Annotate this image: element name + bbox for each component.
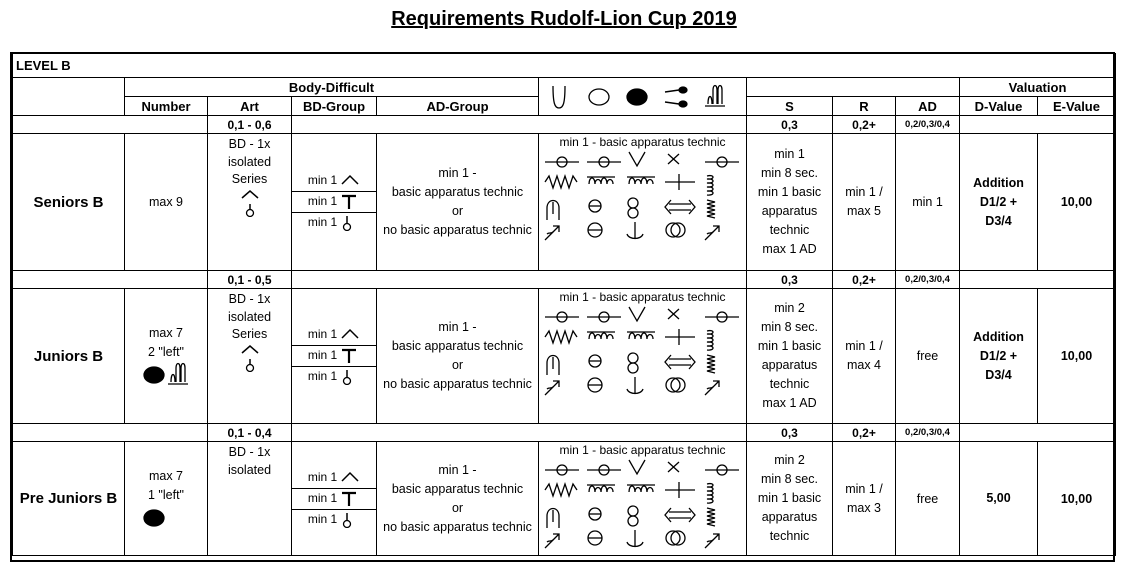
balance-icon: [344, 216, 351, 231]
text-line: min 8 sec.: [761, 166, 818, 180]
balance-icon: [344, 513, 351, 528]
double-arrow-icon: [665, 355, 695, 369]
ad-range: 0,2/0,3/0,4: [896, 116, 960, 134]
apparatus-cell: [539, 289, 747, 424]
turn-icon: [342, 196, 356, 209]
bd-group-list: [292, 468, 376, 530]
category-name: Seniors B: [13, 134, 125, 271]
d-value-cell: [960, 289, 1038, 424]
turn-icon-wrap: [341, 194, 359, 210]
category-row: [13, 134, 1116, 271]
s-cell: [747, 134, 833, 271]
bridge-icon: [547, 201, 559, 221]
circle-icon: [589, 200, 601, 212]
eight-icon: [628, 198, 638, 218]
ball-icon: [144, 367, 164, 383]
loops-icon: [627, 485, 655, 492]
text-line: 2 "left": [148, 345, 184, 359]
arrow-curve-icon: [705, 381, 719, 395]
bd-group-list: [292, 171, 376, 233]
blank-header-cell: [13, 78, 125, 116]
bd-group-item: [292, 325, 376, 346]
text-line: BD - 1x: [228, 292, 271, 306]
arrow-curve-icon: [545, 534, 559, 548]
range-blank: [13, 116, 208, 134]
bd-group-item: [292, 213, 376, 234]
text-line: max 5: [846, 204, 882, 218]
ad-group-cell: [377, 289, 539, 424]
loops-icon: [587, 332, 615, 339]
apparatus-symbol-grid: [543, 150, 743, 246]
valuation-header: Valuation: [960, 78, 1116, 97]
bd-group-cell: [292, 134, 377, 271]
line-circle-icon: [587, 465, 621, 475]
bridge-icon: [547, 509, 559, 529]
ad-header: AD: [896, 97, 960, 116]
double-circle-icon: [666, 223, 685, 237]
apparatus-title: min 1 - basic apparatus technic: [559, 443, 726, 457]
s-cell: [747, 442, 833, 556]
jump-balance-icon: [242, 191, 258, 217]
bd-group-label: min 1: [307, 194, 338, 209]
text-line: technic: [769, 529, 810, 543]
text-line: min 1 -: [438, 166, 477, 180]
category-name: Juniors B: [13, 289, 125, 424]
e-value-cell: 10,00: [1038, 289, 1116, 424]
wave-icon: [545, 331, 577, 343]
text-line: D3/4: [985, 367, 1012, 382]
r-cell: [833, 134, 896, 271]
jump-icon: [342, 330, 358, 338]
category-name: Pre Juniors B: [13, 442, 125, 556]
s-header: S: [747, 97, 833, 116]
turn-icon: [342, 350, 356, 363]
ad-range: 0,2/0,3/0,4: [896, 424, 960, 442]
bd-group-label: min 1: [307, 215, 338, 230]
double-arrow-icon: [665, 200, 695, 214]
bd-group-item: [292, 367, 376, 388]
plus-icon: [665, 482, 695, 498]
text-line: min 1: [774, 147, 805, 161]
r-cell: [833, 442, 896, 556]
apparatus-symbol-grid: [543, 305, 743, 401]
turn-icon: [342, 493, 356, 506]
jump-icon-wrap: [341, 173, 359, 189]
text-line: max 9: [148, 194, 184, 209]
bd-group-label: min 1: [307, 173, 338, 188]
range-row: [13, 424, 1116, 442]
number-apparatus-icons: [142, 505, 190, 531]
text-line: min 1 basic: [757, 491, 822, 505]
d-value-header: D-Value: [960, 97, 1038, 116]
range-blank: [960, 424, 1116, 442]
ad-cell: free: [896, 289, 960, 424]
ad-group-cell: [377, 442, 539, 556]
range-blank: [13, 424, 208, 442]
bd-group-item: [292, 488, 376, 509]
text-line: apparatus: [761, 204, 818, 218]
range-blank: [292, 424, 747, 442]
bd-group-list: [292, 325, 376, 387]
text-line: D1/2 +: [979, 348, 1018, 363]
coil-icon: [707, 200, 715, 218]
text-line: Addition: [973, 329, 1024, 344]
loops-icon: [587, 177, 615, 184]
text-line: BD - 1x: [228, 445, 271, 459]
eight-icon: [628, 353, 638, 373]
text-line: max 7: [148, 326, 184, 340]
ball-icon: [144, 510, 164, 526]
text-line: min 1 basic: [757, 185, 822, 199]
text-line: min 8 sec.: [761, 320, 818, 334]
text-line: isolated: [227, 309, 272, 324]
apparatus-cell: [539, 134, 747, 271]
range-row: [13, 116, 1116, 134]
bd-group-item: [292, 171, 376, 192]
arrow-curve-icon: [545, 381, 559, 395]
text-line: min 1 -: [438, 462, 477, 477]
bd-group-cell: [292, 289, 377, 424]
text-line: apparatus: [761, 510, 818, 524]
bd-group-item: [292, 468, 376, 489]
r-cell: [833, 289, 896, 424]
plus-icon: [665, 329, 695, 345]
art-cell: [208, 134, 292, 271]
balance-icon-wrap: [341, 512, 359, 528]
double-arrow-icon: [665, 508, 695, 522]
document-title: Requirements Rudolf-Lion Cup 2019: [391, 8, 737, 30]
bd-group-item: [292, 192, 376, 213]
theta-icon: [588, 223, 602, 237]
level-label: LEVEL B: [13, 54, 1116, 78]
jump-balance-icon: [242, 346, 258, 372]
bd-group-cell: [292, 442, 377, 556]
coil-icon: [707, 355, 715, 373]
ball-icon: [627, 89, 647, 105]
apparatus-title: min 1 - basic apparatus technic: [559, 135, 726, 149]
text-line: Series: [231, 172, 268, 186]
bd-group-header: BD-Group: [292, 97, 377, 116]
line-circle-icon: [705, 312, 739, 322]
number-cell: [125, 289, 208, 424]
art-header: Art: [208, 97, 292, 116]
theta-icon: [588, 378, 602, 392]
text-line: 5,00: [986, 491, 1011, 505]
jump-icon: [342, 473, 358, 481]
anchor-icon: [627, 222, 643, 239]
text-line: D1/2 +: [979, 194, 1018, 209]
text-line: or: [451, 204, 464, 218]
theta-icon: [588, 531, 602, 545]
balance-icon-wrap: [341, 369, 359, 385]
text-line: BD - 1x: [228, 137, 271, 151]
eight-icon: [628, 506, 638, 526]
r-range: 0,2+: [833, 424, 896, 442]
number-apparatus-icons: [142, 362, 190, 388]
bd-group-label: min 1: [307, 490, 338, 505]
clubs-icon: [665, 87, 687, 107]
text-line: basic apparatus technic: [391, 481, 524, 496]
balance-icon-wrap: [341, 215, 359, 231]
range-blank: [960, 271, 1116, 289]
text-line: technic: [769, 377, 810, 391]
text-line: basic apparatus technic: [391, 185, 524, 199]
s-range: 0,3: [747, 424, 833, 442]
bd-group-label: min 1: [307, 469, 338, 484]
range-blank: [292, 116, 747, 134]
ribbon-icon: [705, 85, 725, 106]
text-line: max 7: [148, 468, 184, 483]
r-range: 0,2+: [833, 271, 896, 289]
bridge-icon: [547, 356, 559, 376]
ad-group-header: AD-Group: [377, 97, 539, 116]
text-line: min 1 /: [845, 339, 883, 353]
text-line: max 4: [846, 358, 882, 372]
text-line: 1 "left": [148, 487, 184, 502]
range-row: [13, 271, 1116, 289]
apparatus-icons-header: [539, 78, 747, 116]
line-circle-icon: [587, 312, 621, 322]
text-line: apparatus: [761, 358, 818, 372]
text-line: D3/4: [985, 213, 1012, 228]
anchor-icon: [627, 530, 643, 547]
range-blank: [292, 271, 747, 289]
number-cell: [125, 442, 208, 556]
cross-icon: [668, 309, 679, 319]
text-line: max 1 AD: [762, 242, 817, 256]
jump-balance-icon-wrap: [240, 189, 260, 217]
ad-cell: free: [896, 442, 960, 556]
text-line: no basic apparatus technic: [383, 377, 532, 391]
line-circle-icon: [705, 157, 739, 167]
ribbon-icon: [168, 364, 188, 385]
double-circle-icon: [666, 378, 685, 392]
s-range: 0,3: [747, 116, 833, 134]
arrow-curve-icon: [705, 534, 719, 548]
text-line: min 2: [774, 453, 805, 467]
text-line: isolated: [227, 462, 272, 477]
bd-group-label: min 1: [307, 511, 338, 526]
e-value-header: E-Value: [1038, 97, 1116, 116]
line-circle-icon: [545, 157, 579, 167]
hoop-rope-icon: [553, 86, 565, 108]
bd-group-label: min 1: [307, 327, 338, 342]
r-header: R: [833, 97, 896, 116]
text-line: Addition: [973, 175, 1024, 190]
number-header: Number: [125, 97, 208, 116]
coil-icon: [707, 508, 715, 526]
arrow-curve-icon: [545, 226, 559, 240]
jump-balance-icon-wrap: [240, 344, 260, 372]
vee-icon: [629, 307, 645, 321]
e-value-cell: 10,00: [1038, 442, 1116, 556]
ad-group-cell: [377, 134, 539, 271]
jump-icon: [342, 176, 358, 184]
text-line: technic: [769, 223, 810, 237]
jump-icon-wrap: [341, 470, 359, 486]
plus-icon: [665, 174, 695, 190]
loops-icon: [587, 485, 615, 492]
text-line: max 1 AD: [762, 396, 817, 410]
wave-icon: [545, 176, 577, 188]
balance-icon: [344, 370, 351, 385]
apparatus-title: min 1 - basic apparatus technic: [559, 290, 726, 304]
d-value-cell: [960, 442, 1038, 556]
range-blank: [960, 116, 1116, 134]
apparatus-icons: [543, 80, 743, 114]
line-circle-icon: [545, 465, 579, 475]
vee-icon: [629, 152, 645, 166]
requirements-table: [12, 53, 1116, 556]
double-circle-icon: [666, 531, 685, 545]
e-value-cell: 10,00: [1038, 134, 1116, 271]
cross-icon: [668, 462, 679, 472]
spiral-stack-icon: [707, 484, 713, 504]
category-row: [13, 289, 1116, 424]
loops-icon: [627, 177, 655, 184]
text-line: no basic apparatus technic: [383, 223, 532, 237]
anchor-icon: [627, 377, 643, 394]
range-blank: [13, 271, 208, 289]
bd-group-item: [292, 346, 376, 367]
text-line: min 8 sec.: [761, 472, 818, 486]
wave-icon: [545, 484, 577, 496]
line-circle-icon: [545, 312, 579, 322]
bd-group-label: min 1: [307, 348, 338, 363]
text-line: min 1 /: [845, 185, 883, 199]
text-line: min 2: [774, 301, 805, 315]
body-difficult-header: Body-Difficult: [125, 78, 539, 97]
text-line: Series: [231, 327, 268, 341]
range-value: 0,1 - 0,5: [208, 271, 292, 289]
cross-icon: [668, 154, 679, 164]
circle-icon: [589, 508, 601, 520]
bd-group-item: [292, 509, 376, 530]
s-range: 0,3: [747, 271, 833, 289]
blank-sr-header: [747, 78, 960, 97]
vee-icon: [629, 460, 645, 474]
apparatus-symbol-grid: [543, 458, 743, 554]
loops-icon: [627, 332, 655, 339]
d-value-cell: [960, 134, 1038, 271]
ad-range: 0,2/0,3/0,4: [896, 271, 960, 289]
hoop-icon: [589, 89, 609, 105]
line-circle-icon: [587, 157, 621, 167]
number-cell: [125, 134, 208, 271]
category-row: [13, 442, 1116, 556]
art-cell: [208, 442, 292, 556]
line-circle-icon: [705, 465, 739, 475]
apparatus-cell: [539, 442, 747, 556]
ad-cell: min 1: [896, 134, 960, 271]
circle-icon: [589, 355, 601, 367]
text-line: or: [451, 358, 464, 372]
text-line: max 3: [846, 500, 882, 515]
text-line: no basic apparatus technic: [383, 519, 532, 534]
turn-icon-wrap: [341, 491, 359, 507]
bd-group-label: min 1: [307, 369, 338, 384]
spiral-stack-icon: [707, 331, 713, 351]
jump-icon-wrap: [341, 327, 359, 343]
art-cell: [208, 289, 292, 424]
s-cell: [747, 289, 833, 424]
range-value: 0,1 - 0,4: [208, 424, 292, 442]
text-line: min 1 -: [438, 320, 477, 334]
text-line: basic apparatus technic: [391, 339, 524, 353]
text-line: isolated: [227, 154, 272, 169]
range-value: 0,1 - 0,6: [208, 116, 292, 134]
r-range: 0,2+: [833, 116, 896, 134]
arrow-curve-icon: [705, 226, 719, 240]
text-line: or: [451, 500, 464, 515]
text-line: min 1 /: [845, 481, 883, 496]
turn-icon-wrap: [341, 348, 359, 364]
spiral-stack-icon: [707, 176, 713, 196]
text-line: min 1 basic: [757, 339, 822, 353]
